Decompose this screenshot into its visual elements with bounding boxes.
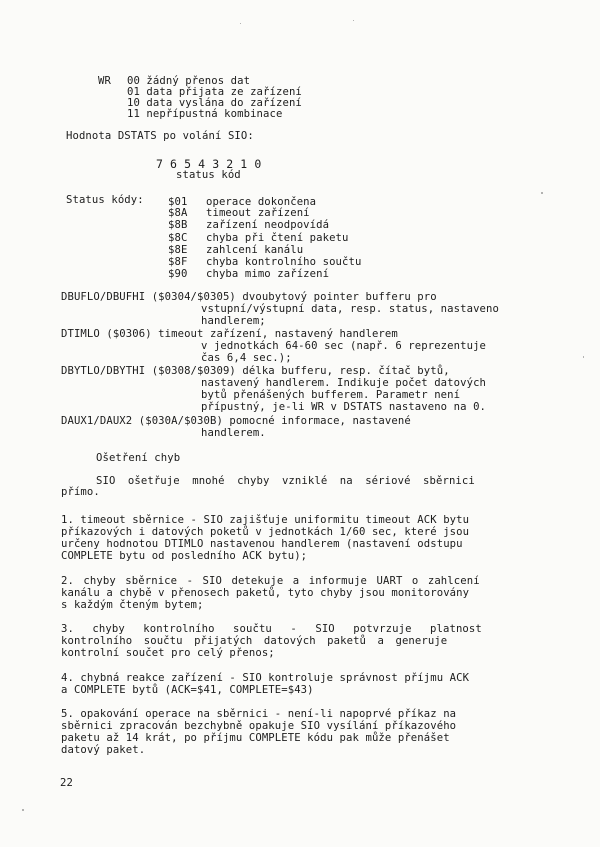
scan-speck (583, 356, 584, 358)
item-4-line2: a COMPLETE bytů (ACK=$41, COMPLETE=$43) (61, 684, 314, 696)
intro-line1: SIO ošetřuje mnohé chyby vzniklé na sériové sběrnici (96, 475, 475, 487)
status-code-01: $01 (168, 196, 188, 208)
status-code-8e: $8E (168, 244, 188, 256)
wr-item-00: 00 žádný přenos dat (127, 75, 251, 87)
item-5-line4: datový paket. (61, 744, 146, 756)
item-5-line2: sběrnici zpracován bezchybně opakuje SIO vysílání příkazového (61, 720, 457, 732)
status-text-8b: zařízení neodpovídá (206, 219, 330, 231)
status-text-8f: chyba kontrolního součtu (206, 256, 362, 268)
item-2-line3: s každým čteným bytem; (61, 599, 204, 611)
dstats-heading: Hodnota DSTATS po volání SIO: (66, 130, 254, 142)
register-dbytlo-line1: DBYTLO/DBYTHI ($0308/$0309) délka bufferu, resp. čítač bytů, (61, 365, 450, 377)
item-1-line4: COMPLETE bytu od posledního ACK bytu); (61, 550, 308, 562)
status-code-8b: $8B (168, 219, 188, 231)
register-dtimlo-line3: čas 6,4 sec.); (201, 352, 292, 364)
item-1-line3: určeny hodnotou DTIMLO nastavenou handlerem (nastavení odstupu (61, 538, 463, 550)
bit-digits: 7 6 5 4 3 2 1 0 (156, 157, 262, 171)
item-4-line1: 4. chybná reakce zařízení - SIO kontroluje správnost příjmu ACK (61, 672, 470, 684)
register-dbytlo-line3: bytů přenášených bufferem. Parametr není (201, 389, 461, 401)
register-daux-line1: DAUX1/DAUX2 ($030A/$030B) pomocné informace, nastavené (61, 415, 411, 427)
status-label: Status kódy: (66, 194, 144, 206)
register-dbytlo-line2: nastavený handlerem. Indikuje počet datových (201, 377, 487, 389)
scan-speck (240, 23, 241, 24)
wr-item-01: 01 data přijata ze zařízení (127, 86, 302, 98)
scan-speck (22, 809, 24, 811)
scan-speck (353, 20, 354, 21)
item-3-line3: kontrolní součet pro celý přenos; (61, 647, 275, 659)
wr-item-10: 10 data vyslána do zařízení (127, 97, 302, 109)
register-dtimlo-line1: DTIMLO ($0306) timeout zařízení, nastavený handlerem (61, 328, 398, 340)
item-2-line2: kanálu a chybě v přenosech paketů, tyto chyby jsou monitorovány (61, 587, 470, 599)
status-text-8c: chyba při čtení paketu (206, 232, 349, 244)
page-number: 22 (60, 777, 73, 789)
status-text-8a: timeout zařízení (206, 207, 310, 219)
status-text-90: chyba mimo zařízení (206, 268, 330, 280)
status-text-8e: zahlcení kanálu (206, 244, 304, 256)
item-3-line2: kontrolního součtu přijatých datových paketů a generuje (61, 635, 448, 647)
wr-item-11: 11 nepřípustná kombinace (127, 108, 283, 120)
item-2-line1: 2. chyby sběrnice - SIO detekuje a informuje UART o zahlcení (61, 575, 480, 587)
register-dbytlo-line4: přípustný, je-li WR v DSTATS nastaveno na 0. (201, 401, 487, 413)
section-title: Ošetření chyb (96, 452, 181, 464)
item-5-line1: 5. opakování operace na sběrnici - není-li napoprvé příkaz na (61, 708, 457, 720)
status-text-01: operace dokončena (206, 196, 317, 208)
scan-speck (541, 192, 543, 194)
item-3-line1: 3. chyby kontrolního součtu - SIO potvrzuje platnost (61, 623, 482, 635)
status-code-90: $90 (168, 268, 188, 280)
register-dbuflo-line2: vstupní/výstupní data, resp. status, nastaveno (201, 303, 499, 315)
status-code-8c: $8C (168, 232, 188, 244)
intro-line2: přímo. (61, 486, 100, 498)
wr-label: WR (98, 75, 111, 87)
register-daux-line2: handlerem. (201, 427, 266, 439)
register-dbuflo-line3: handlerem; (201, 315, 266, 327)
item-1-line1: 1. timeout sběrnice - SIO zajišťuje uniformitu timeout ACK bytu (61, 514, 470, 526)
register-dbuflo-line1: DBUFLO/DBUFHI ($0304/$0305) dvoubytový pointer bufferu pro (61, 291, 437, 303)
register-dtimlo-line2: v jednotkách 64-60 sec (např. 6 reprezentuje (201, 340, 487, 352)
item-5-line3: paketu až 14 krát, po příjmu COMPLETE kódu pak může přenášet (61, 732, 450, 744)
bit-caption: status kód (176, 169, 241, 181)
status-code-8f: $8F (168, 256, 188, 268)
item-1-line2: příkazových i datových poketů v jednotkách 1/60 sec, které jsou (61, 526, 470, 538)
status-code-8a: $8A (168, 207, 188, 219)
